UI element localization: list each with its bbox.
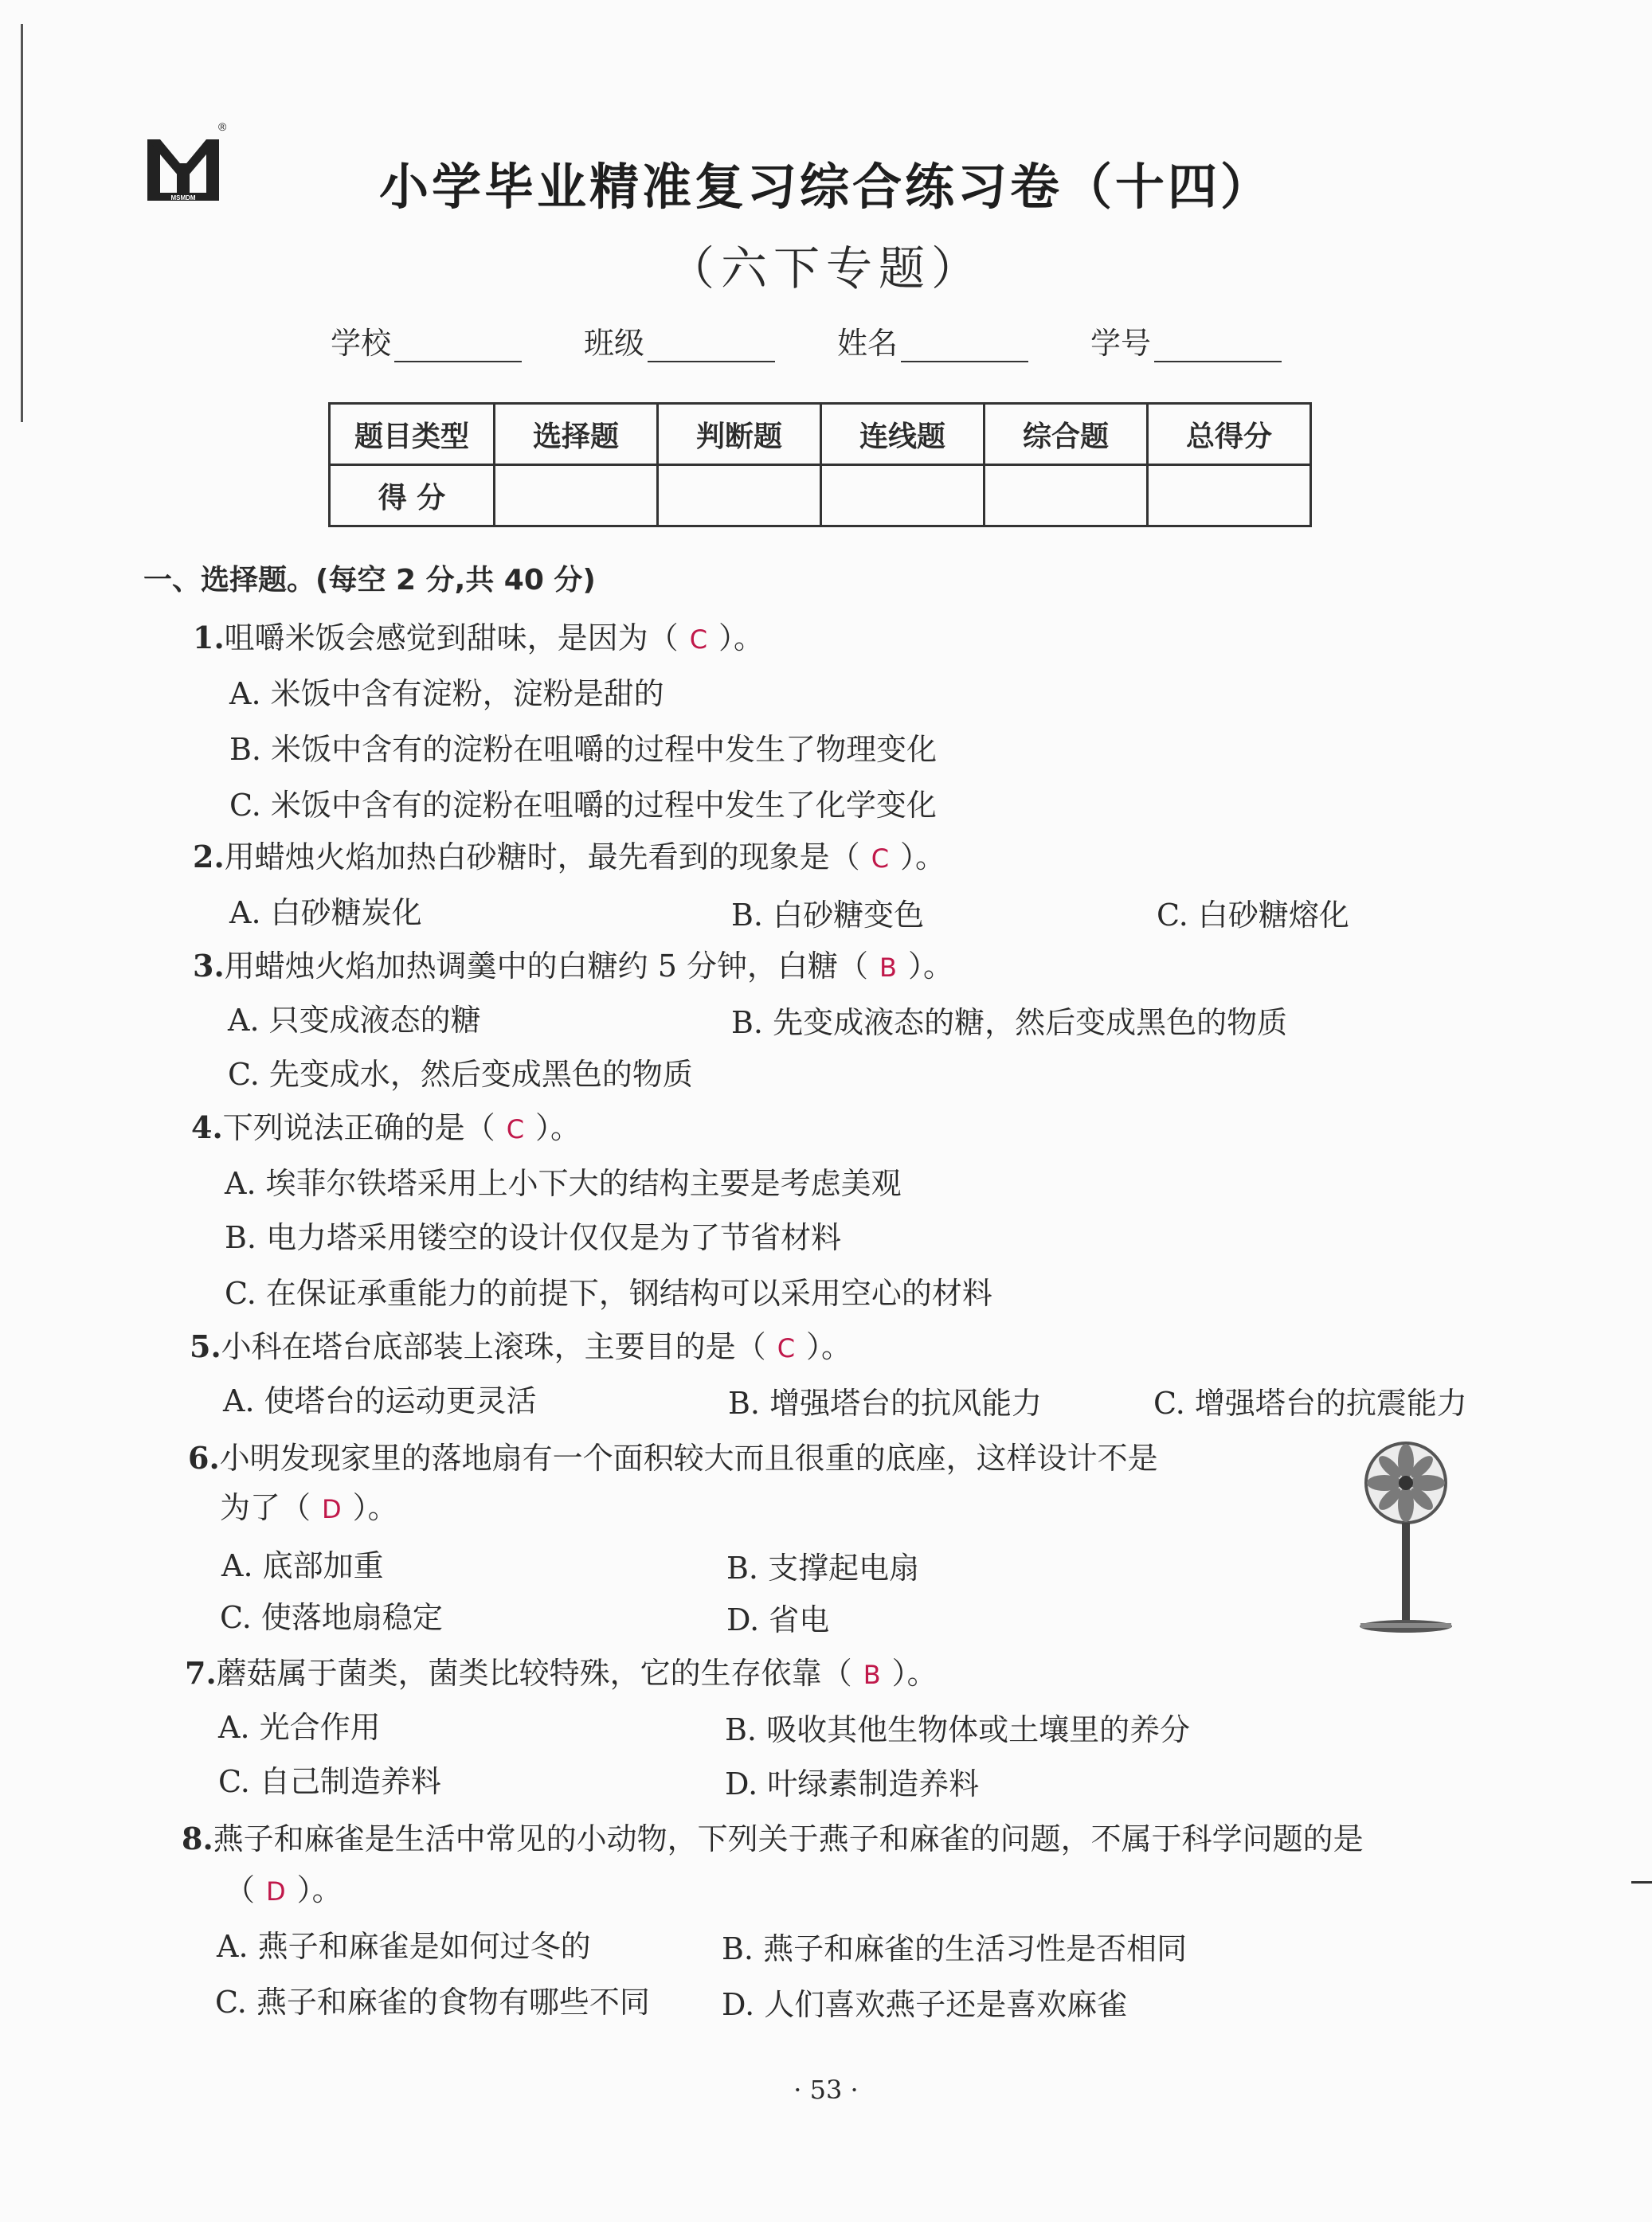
answer: D bbox=[322, 1494, 342, 1524]
header-cell: 连线题 bbox=[821, 404, 985, 465]
name-label: 姓名 bbox=[837, 326, 898, 361]
margin-line bbox=[21, 24, 23, 422]
question-number: 6. bbox=[188, 1440, 220, 1476]
answer: C bbox=[777, 1333, 796, 1363]
score-cell[interactable] bbox=[985, 465, 1148, 526]
student-info-row bbox=[331, 319, 1282, 362]
question-stem: 下列说法正确的是（ bbox=[222, 1110, 495, 1145]
question-number: 2. bbox=[193, 839, 225, 874]
question-7 bbox=[185, 1649, 938, 1692]
question-4 bbox=[191, 1103, 581, 1147]
option: D. 叶绿素制造养料 bbox=[725, 1766, 980, 1801]
option: C. 先变成水，然后变成黑色的物质 bbox=[228, 1057, 693, 1092]
question-number: 8. bbox=[182, 1821, 213, 1856]
id-field[interactable] bbox=[1090, 319, 1282, 362]
page-title: 小学毕业精准复习综合练习卷（十四） bbox=[378, 158, 1273, 216]
option: A. 米饭中含有淀粉，淀粉是甜的 bbox=[229, 676, 664, 711]
header-cell: 综合题 bbox=[985, 404, 1148, 465]
option: A. 光合作用 bbox=[218, 1710, 381, 1745]
option: B. 增强塔台的抗风能力 bbox=[728, 1386, 1043, 1421]
class-blank[interactable] bbox=[648, 329, 775, 362]
question-stem: 小明发现家里的落地扇有一个面积较大而且很重的底座，这样设计不是 bbox=[219, 1441, 1158, 1476]
header-cell: 判断题 bbox=[658, 404, 821, 465]
option: C. 燕子和麻雀的食物有哪些不同 bbox=[215, 1985, 650, 2020]
score-table bbox=[328, 402, 1312, 527]
header-cell: 题目类型 bbox=[330, 404, 495, 465]
score-cell[interactable] bbox=[495, 465, 658, 526]
name-blank[interactable] bbox=[901, 329, 1028, 362]
question-end: ）。 bbox=[907, 949, 953, 984]
option: C. 增强塔台的抗震能力 bbox=[1153, 1386, 1467, 1421]
question-stem: 蘑菇属于菌类，菌类比较特殊，它的生存依靠（ bbox=[216, 1656, 852, 1691]
option: A. 只变成液态的糖 bbox=[228, 1003, 481, 1038]
option: C. 白砂糖熔化 bbox=[1157, 898, 1349, 933]
floor-fan-image bbox=[1354, 1434, 1458, 1641]
score-table-row bbox=[330, 465, 1311, 526]
question-2 bbox=[193, 832, 945, 876]
answer: C bbox=[871, 843, 890, 874]
option: B. 燕子和麻雀的生活习性是否相同 bbox=[722, 1931, 1188, 1966]
class-label: 班级 bbox=[584, 326, 645, 361]
edge-mark bbox=[1631, 1881, 1652, 1884]
logo-text: MSMDM bbox=[170, 194, 196, 201]
question-end: ）。 bbox=[535, 1110, 581, 1145]
question-end: ）。 bbox=[352, 1490, 398, 1525]
question-end: ）。 bbox=[296, 1872, 343, 1907]
page-subtitle: （六下专题） bbox=[667, 241, 984, 295]
question-6 bbox=[188, 1434, 1158, 1477]
question-end: ）。 bbox=[900, 839, 946, 874]
name-field[interactable] bbox=[837, 319, 1028, 362]
row-label: 得 分 bbox=[330, 465, 495, 526]
answer: C bbox=[506, 1114, 525, 1144]
id-label: 学号 bbox=[1090, 326, 1152, 361]
option: A. 使塔台的运动更灵活 bbox=[223, 1383, 537, 1418]
question-number: 4. bbox=[191, 1109, 223, 1145]
header-cell: 选择题 bbox=[495, 404, 658, 465]
option: C. 米饭中含有的淀粉在咀嚼的过程中发生了化学变化 bbox=[229, 788, 937, 823]
question-3 bbox=[193, 941, 953, 985]
question-8 bbox=[182, 1814, 1364, 1858]
option: A. 埃菲尔铁塔采用上小下大的结构主要是考虑美观 bbox=[225, 1166, 902, 1201]
id-blank[interactable] bbox=[1154, 329, 1282, 362]
question-5 bbox=[190, 1322, 851, 1366]
option: D. 省电 bbox=[726, 1602, 830, 1637]
option: D. 人们喜欢燕子还是喜欢麻雀 bbox=[722, 1987, 1128, 2022]
question-number: 3. bbox=[193, 948, 225, 984]
question-stem: 燕子和麻雀是生活中常见的小动物，下列关于燕子和麻雀的问题，不属于科学问题的是 bbox=[213, 1821, 1364, 1856]
class-field[interactable] bbox=[584, 319, 775, 362]
answer: B bbox=[863, 1660, 881, 1690]
question-stem: 用蜡烛火焰加热白砂糖时，最先看到的现象是（ bbox=[224, 839, 860, 874]
option: C. 在保证承重能力的前提下，钢结构可以采用空心的材料 bbox=[225, 1276, 992, 1311]
school-label: 学校 bbox=[331, 326, 392, 361]
question-number: 5. bbox=[190, 1328, 221, 1364]
score-cell[interactable] bbox=[1148, 465, 1311, 526]
question-stem: 小科在塔台底部装上滚珠，主要目的是（ bbox=[221, 1329, 766, 1364]
option: C. 使落地扇稳定 bbox=[220, 1600, 443, 1635]
option: A. 燕子和麻雀是如何过冬的 bbox=[217, 1929, 591, 1964]
question-number: 7. bbox=[185, 1655, 217, 1691]
option: B. 电力塔采用镂空的设计仅仅是为了节省材料 bbox=[225, 1220, 842, 1255]
question-end: ）。 bbox=[891, 1656, 938, 1691]
header-cell: 总得分 bbox=[1148, 404, 1311, 465]
answer: B bbox=[879, 953, 897, 983]
score-table-header bbox=[330, 404, 1311, 465]
question-8-cont bbox=[225, 1865, 343, 1909]
school-field[interactable] bbox=[331, 319, 522, 362]
page-number: · 53 · bbox=[793, 2075, 859, 2105]
option: B. 先变成液态的糖，然后变成黑色的物质 bbox=[731, 1005, 1288, 1040]
question-stem: 用蜡烛火焰加热调羹中的白糖约 5 分钟，白糖（ bbox=[224, 949, 869, 984]
question-end: ）。 bbox=[718, 620, 765, 655]
option: A. 白砂糖炭化 bbox=[229, 895, 422, 930]
question-end: ）。 bbox=[806, 1329, 852, 1364]
school-blank[interactable] bbox=[394, 329, 522, 362]
section-title: 一、选择题。(每空 2 分,共 40 分) bbox=[143, 564, 596, 597]
option: A. 底部加重 bbox=[221, 1548, 384, 1583]
score-cell[interactable] bbox=[821, 465, 985, 526]
question-1 bbox=[193, 613, 764, 657]
option: B. 支撑起电扇 bbox=[726, 1551, 920, 1586]
question-stem: 咀嚼米饭会感觉到甜味，是因为（ bbox=[224, 620, 679, 655]
answer: C bbox=[689, 624, 708, 655]
option: B. 米饭中含有的淀粉在咀嚼的过程中发生了物理变化 bbox=[229, 732, 938, 767]
question-stem-cont: （ bbox=[225, 1872, 256, 1907]
answer: D bbox=[266, 1876, 286, 1907]
question-stem-cont: 为了（ bbox=[220, 1490, 311, 1525]
score-cell[interactable] bbox=[658, 465, 821, 526]
option: B. 白砂糖变色 bbox=[731, 898, 925, 933]
registered-mark: ® bbox=[218, 120, 227, 133]
option: C. 自己制造养料 bbox=[218, 1764, 441, 1799]
option: B. 吸收其他生物体或土壤里的养分 bbox=[725, 1712, 1191, 1747]
question-number: 1. bbox=[193, 620, 225, 655]
question-6-cont bbox=[220, 1483, 398, 1527]
